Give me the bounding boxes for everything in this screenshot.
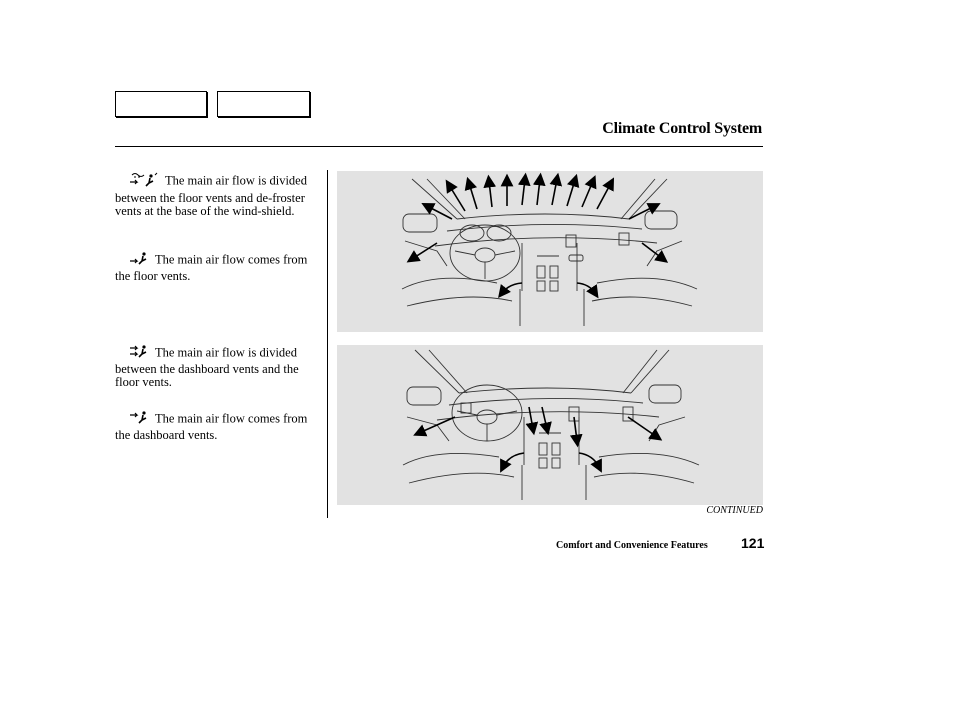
nav-tab-2[interactable] (217, 91, 310, 117)
mode-text: The main air flow comes from the dashboard vents. (115, 411, 308, 442)
mode-text: The main air flow comes from the floor vents. (115, 252, 308, 283)
footer-section-title: Comfort and Convenience Features (556, 540, 708, 551)
bilevel-floor-defrost-icon (129, 172, 159, 192)
floor-vent-icon (129, 252, 149, 270)
page-title: Climate Control System (602, 120, 762, 137)
dashboard-vent-icon (129, 411, 149, 429)
dashboard-airflow-illustration-defrost-floor (337, 171, 763, 332)
mode-description-dashboard (115, 411, 320, 442)
continued-label: CONTINUED (706, 505, 763, 516)
mode-description-floor-defrost (115, 172, 320, 219)
nav-tab-1[interactable] (115, 91, 207, 117)
mode-description-floor (115, 252, 320, 283)
page-number: 121 (741, 535, 765, 551)
mode-text: The main air flow is divided between the dashboard vents and the floor vents. (115, 345, 299, 389)
header-rule (115, 146, 763, 147)
column-divider (327, 170, 328, 518)
dashboard-airflow-illustration-dash-floor (337, 345, 763, 505)
bilevel-dash-floor-icon (129, 345, 149, 363)
mode-description-dash-floor (115, 345, 320, 390)
mode-text: The main air flow is divided between the floor vents and de-froster vents at the base of the wind-shield. (115, 173, 307, 218)
